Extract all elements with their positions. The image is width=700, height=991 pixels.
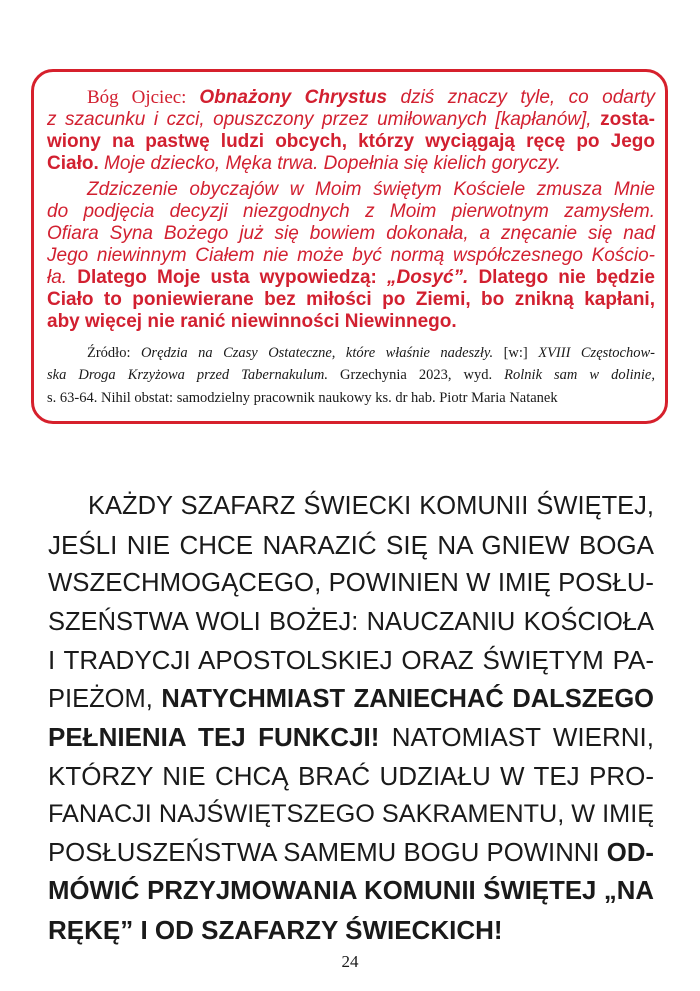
source-citation: ska Droga Krzyżowa przed Tabernakulum. Grzechynia 2023, wyd. Rolnik sam w dolinie, bbox=[47, 367, 655, 383]
quote-line: Bóg Ojciec: Obnażony Chrystus dziś znaczy tyle, co odarty bbox=[47, 87, 655, 109]
source-citation: s. 63-64. Nihil obstat: samodzielny pracownik naukowy ks. dr hab. Piotr Maria Natanek bbox=[47, 390, 558, 406]
body-line: SZEŃSTWA WOLI BOŻEJ: NAUCZANIU KOŚCIOŁA bbox=[48, 608, 654, 636]
quote-line: Ciało to poniewierane bez miłości po Ziemi, bo znikną kapłani, bbox=[47, 289, 655, 310]
quote-line: aby więcej nie ranić niewinności Niewinnego. bbox=[47, 311, 457, 332]
body-line: RĘKĘ” I OD SZAFARZY ŚWIECKICH! bbox=[48, 915, 503, 945]
body-line: FANACJI NAJŚWIĘTSZEGO SAKRAMENTU, W IMIĘ bbox=[48, 800, 655, 828]
speaker-label: Bóg Ojciec: bbox=[87, 87, 200, 108]
body-line: WSZECHMOGĄCEGO, POWINIEN W IMIĘ POSŁU- bbox=[48, 569, 654, 597]
body-line: I TRADYCJI APOSTOLSKIEJ ORAZ ŚWIĘTYM PA- bbox=[48, 645, 654, 675]
body-line: POSŁUSZEŃSTWA SAMEMU BOGU POWINNI OD- bbox=[48, 839, 654, 867]
quote-line: Zdziczenie obyczajów w Moim świętym Kościele zmusza Mnie bbox=[87, 179, 655, 200]
quote-emphasis: Obnażony Chrystus bbox=[199, 87, 388, 108]
source-citation: Źródło: Orędzia na Czasy Ostateczne, które właśnie nadeszły. [w:] XVIII Częstochow- bbox=[87, 345, 655, 361]
quote-line: do podjęcia decyzji niezgodnych z Moim pierwotnym zamysłem. bbox=[47, 201, 655, 222]
body-line: KAŻDY SZAFARZ ŚWIECKI KOMUNII ŚWIĘTEJ, bbox=[88, 492, 654, 520]
body-line: KTÓRZY NIE CHCĄ BRAĆ UDZIAŁU W TEJ PRO- bbox=[48, 761, 654, 791]
body-line: MÓWIĆ PRZYJMOWANIA KOMUNII ŚWIĘTEJ „NA bbox=[48, 877, 654, 905]
body-line: JEŚLI NIE CHCE NARAZIĆ SIĘ NA GNIEW BOGA bbox=[48, 530, 654, 560]
quote-line: Jego niewinnym Ciałem nie może być normą współczesnego Kościo- bbox=[47, 245, 655, 266]
body-line: PEŁNIENIA TEJ FUNKCJI! NATOMIAST WIERNI, bbox=[48, 722, 654, 752]
page-number: 24 bbox=[341, 952, 359, 971]
quote-line: z szacunku i czci, opuszczony przez umiłowanych [kapłanów], zosta- bbox=[47, 109, 655, 130]
body-line: PIEŻOM, NATYCHMIAST ZANIECHAĆ DALSZEGO bbox=[48, 685, 654, 713]
quote-line: Ciało. Moje dziecko, Męka trwa. Dopełnia się kielich goryczy. bbox=[47, 153, 561, 174]
quote-line: ła. Dlatego Moje usta wypowiedzą: „Dosyć”. Dlatego nie będzie bbox=[47, 267, 655, 288]
quote-line: wiony na pastwę ludzi obcych, którzy wyciągają ręcę po Jego bbox=[47, 131, 655, 152]
quote-line: Ofiara Syna Bożego już się bowiem dokonała, a znęcanie się nad bbox=[47, 223, 655, 244]
